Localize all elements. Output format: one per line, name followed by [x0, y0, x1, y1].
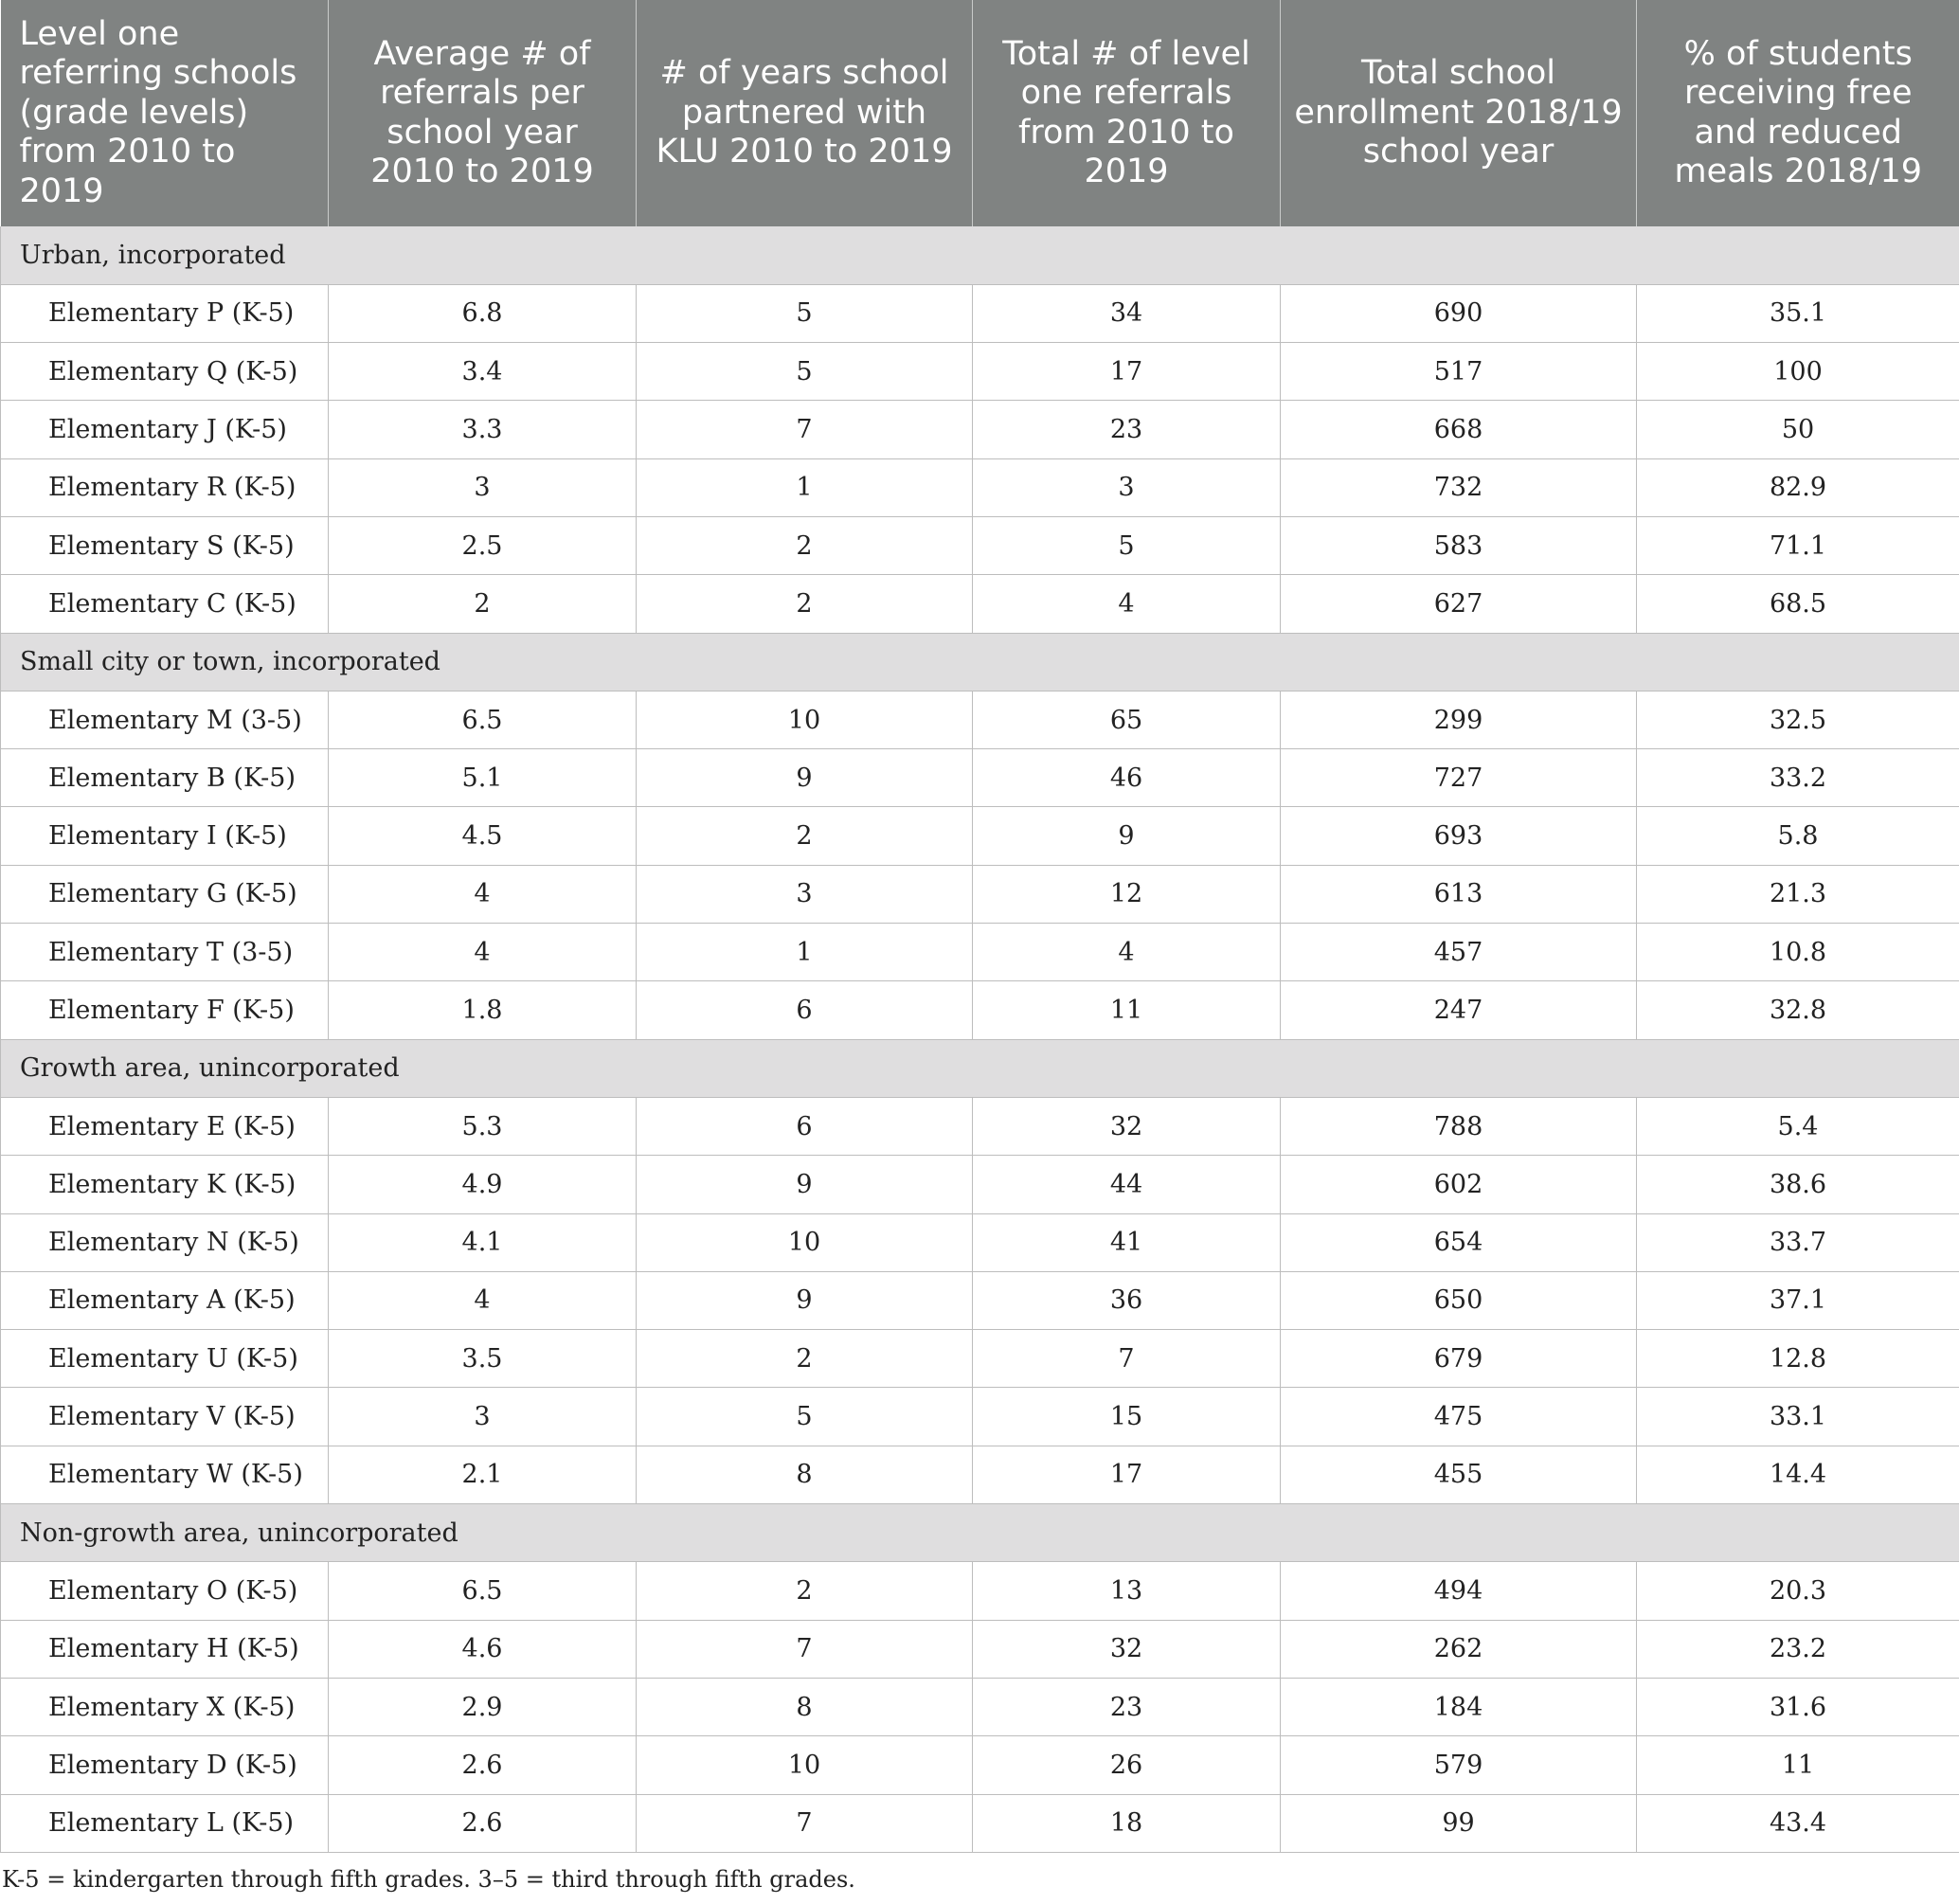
- enrollment-cell: 475: [1281, 1388, 1637, 1446]
- years-partnered-cell: 8: [637, 1678, 973, 1735]
- free-reduced-meals-cell: 38.6: [1637, 1156, 1959, 1213]
- table-row: [1, 1388, 1959, 1446]
- group-header-row: [1, 226, 1959, 284]
- avg-referrals-cell: 4.5: [329, 807, 637, 865]
- school-name-cell: Elementary J (K-5): [1, 401, 329, 458]
- enrollment-cell: 583: [1281, 516, 1637, 574]
- years-partnered-cell: 10: [637, 1736, 973, 1794]
- total-referrals-cell: 3: [973, 458, 1281, 516]
- avg-referrals-cell: 2.1: [329, 1446, 637, 1503]
- enrollment-cell: 517: [1281, 343, 1637, 401]
- table-row: [1, 1562, 1959, 1620]
- total-referrals-cell: 15: [973, 1388, 1281, 1446]
- total-referrals-cell: 32: [973, 1097, 1281, 1155]
- total-referrals-cell: 17: [973, 1446, 1281, 1503]
- table-row: [1, 1620, 1959, 1678]
- years-partnered-cell: 6: [637, 981, 973, 1039]
- total-referrals-cell: 23: [973, 1678, 1281, 1735]
- total-referrals-cell: 26: [973, 1736, 1281, 1794]
- school-name-cell: Elementary L (K-5): [1, 1794, 329, 1852]
- group-label: Non-growth area, unincorporated: [1, 1504, 1959, 1562]
- enrollment-cell: 184: [1281, 1678, 1637, 1735]
- school-name-cell: Elementary X (K-5): [1, 1678, 329, 1735]
- avg-referrals-cell: 6.5: [329, 691, 637, 748]
- total-referrals-cell: 17: [973, 343, 1281, 401]
- group-header-row: [1, 1039, 1959, 1097]
- years-partnered-cell: 7: [637, 401, 973, 458]
- table-header: [1, 0, 1959, 226]
- school-name-cell: Elementary H (K-5): [1, 1620, 329, 1678]
- avg-referrals-cell: 4.6: [329, 1620, 637, 1678]
- total-referrals-cell: 23: [973, 401, 1281, 458]
- school-name-cell: Elementary P (K-5): [1, 284, 329, 342]
- column-header-school: Level one referring schools (grade levels) from 2010 to 2019: [1, 0, 329, 226]
- avg-referrals-cell: 2: [329, 575, 637, 633]
- school-name-cell: Elementary S (K-5): [1, 516, 329, 574]
- school-name-cell: Elementary R (K-5): [1, 458, 329, 516]
- free-reduced-meals-cell: 33.1: [1637, 1388, 1959, 1446]
- enrollment-cell: 727: [1281, 749, 1637, 807]
- enrollment-cell: 99: [1281, 1794, 1637, 1852]
- enrollment-cell: 455: [1281, 1446, 1637, 1503]
- school-name-cell: Elementary Q (K-5): [1, 343, 329, 401]
- avg-referrals-cell: 6.8: [329, 284, 637, 342]
- years-partnered-cell: 1: [637, 458, 973, 516]
- free-reduced-meals-cell: 5.4: [1637, 1097, 1959, 1155]
- avg-referrals-cell: 4.9: [329, 1156, 637, 1213]
- free-reduced-meals-cell: 37.1: [1637, 1271, 1959, 1329]
- total-referrals-cell: 12: [973, 865, 1281, 923]
- school-name-cell: Elementary C (K-5): [1, 575, 329, 633]
- total-referrals-cell: 9: [973, 807, 1281, 865]
- free-reduced-meals-cell: 100: [1637, 343, 1959, 401]
- school-name-cell: Elementary V (K-5): [1, 1388, 329, 1446]
- school-name-cell: Elementary F (K-5): [1, 981, 329, 1039]
- school-name-cell: Elementary T (3-5): [1, 924, 329, 981]
- total-referrals-cell: 11: [973, 981, 1281, 1039]
- table-row: [1, 1736, 1959, 1794]
- avg-referrals-cell: 4.1: [329, 1213, 637, 1271]
- total-referrals-cell: 13: [973, 1562, 1281, 1620]
- school-name-cell: Elementary B (K-5): [1, 749, 329, 807]
- avg-referrals-cell: 4: [329, 865, 637, 923]
- column-header-enrollment: Total school enrollment 2018/19 school year: [1281, 0, 1637, 226]
- enrollment-cell: 693: [1281, 807, 1637, 865]
- table-row: [1, 1213, 1959, 1271]
- free-reduced-meals-cell: 10.8: [1637, 924, 1959, 981]
- free-reduced-meals-cell: 21.3: [1637, 865, 1959, 923]
- total-referrals-cell: 18: [973, 1794, 1281, 1852]
- years-partnered-cell: 6: [637, 1097, 973, 1155]
- total-referrals-cell: 41: [973, 1213, 1281, 1271]
- enrollment-cell: 668: [1281, 401, 1637, 458]
- free-reduced-meals-cell: 23.2: [1637, 1620, 1959, 1678]
- free-reduced-meals-cell: 12.8: [1637, 1330, 1959, 1388]
- table-row: [1, 516, 1959, 574]
- group-header-row: [1, 1504, 1959, 1562]
- free-reduced-meals-cell: 32.8: [1637, 981, 1959, 1039]
- free-reduced-meals-cell: 35.1: [1637, 284, 1959, 342]
- school-name-cell: Elementary G (K-5): [1, 865, 329, 923]
- free-reduced-meals-cell: 31.6: [1637, 1678, 1959, 1735]
- years-partnered-cell: 2: [637, 1562, 973, 1620]
- years-partnered-cell: 5: [637, 1388, 973, 1446]
- enrollment-cell: 494: [1281, 1562, 1637, 1620]
- enrollment-cell: 262: [1281, 1620, 1637, 1678]
- years-partnered-cell: 9: [637, 749, 973, 807]
- avg-referrals-cell: 1.8: [329, 981, 637, 1039]
- enrollment-cell: 602: [1281, 1156, 1637, 1213]
- table-row: [1, 1678, 1959, 1735]
- table-row: [1, 458, 1959, 516]
- school-name-cell: Elementary E (K-5): [1, 1097, 329, 1155]
- table-row: [1, 807, 1959, 865]
- total-referrals-cell: 4: [973, 575, 1281, 633]
- total-referrals-cell: 46: [973, 749, 1281, 807]
- column-header-free-reduced-meals: % of students receiving free and reduced meals 2018/19: [1637, 0, 1959, 226]
- school-name-cell: Elementary I (K-5): [1, 807, 329, 865]
- total-referrals-cell: 32: [973, 1620, 1281, 1678]
- group-label: Small city or town, incorporated: [1, 633, 1959, 691]
- years-partnered-cell: 5: [637, 284, 973, 342]
- table-row: [1, 284, 1959, 342]
- enrollment-cell: 457: [1281, 924, 1637, 981]
- years-partnered-cell: 10: [637, 1213, 973, 1271]
- enrollment-cell: 247: [1281, 981, 1637, 1039]
- free-reduced-meals-cell: 20.3: [1637, 1562, 1959, 1620]
- enrollment-cell: 299: [1281, 691, 1637, 748]
- group-header-row: [1, 633, 1959, 691]
- group-label: Growth area, unincorporated: [1, 1039, 1959, 1097]
- total-referrals-cell: 65: [973, 691, 1281, 748]
- free-reduced-meals-cell: 5.8: [1637, 807, 1959, 865]
- group-label: Urban, incorporated: [1, 226, 1959, 284]
- table-row: [1, 1156, 1959, 1213]
- years-partnered-cell: 8: [637, 1446, 973, 1503]
- free-reduced-meals-cell: 43.4: [1637, 1794, 1959, 1852]
- free-reduced-meals-cell: 33.2: [1637, 749, 1959, 807]
- school-name-cell: Elementary M (3-5): [1, 691, 329, 748]
- enrollment-cell: 690: [1281, 284, 1637, 342]
- table-row: [1, 981, 1959, 1039]
- table-row: [1, 749, 1959, 807]
- table-row: [1, 575, 1959, 633]
- total-referrals-cell: 34: [973, 284, 1281, 342]
- school-name-cell: Elementary O (K-5): [1, 1562, 329, 1620]
- table-row: [1, 865, 1959, 923]
- years-partnered-cell: 5: [637, 343, 973, 401]
- column-header-avg-referrals: Average # of referrals per school year 2010 to 2019: [329, 0, 637, 226]
- total-referrals-cell: 44: [973, 1156, 1281, 1213]
- avg-referrals-cell: 2.6: [329, 1794, 637, 1852]
- years-partnered-cell: 2: [637, 807, 973, 865]
- school-name-cell: Elementary A (K-5): [1, 1271, 329, 1329]
- total-referrals-cell: 36: [973, 1271, 1281, 1329]
- avg-referrals-cell: 3.4: [329, 343, 637, 401]
- table-row: [1, 1330, 1959, 1388]
- avg-referrals-cell: 4: [329, 924, 637, 981]
- school-name-cell: Elementary D (K-5): [1, 1736, 329, 1794]
- free-reduced-meals-cell: 50: [1637, 401, 1959, 458]
- table-row: [1, 1446, 1959, 1503]
- school-name-cell: Elementary K (K-5): [1, 1156, 329, 1213]
- table-footnote: K-5 = kindergarten through fifth grades. 3–5 = third through fifth grades.: [2, 1865, 855, 1893]
- enrollment-cell: 579: [1281, 1736, 1637, 1794]
- free-reduced-meals-cell: 32.5: [1637, 691, 1959, 748]
- years-partnered-cell: 9: [637, 1156, 973, 1213]
- enrollment-cell: 613: [1281, 865, 1637, 923]
- school-name-cell: Elementary W (K-5): [1, 1446, 329, 1503]
- free-reduced-meals-cell: 14.4: [1637, 1446, 1959, 1503]
- avg-referrals-cell: 5.3: [329, 1097, 637, 1155]
- total-referrals-cell: 7: [973, 1330, 1281, 1388]
- years-partnered-cell: 1: [637, 924, 973, 981]
- years-partnered-cell: 2: [637, 575, 973, 633]
- avg-referrals-cell: 2.6: [329, 1736, 637, 1794]
- avg-referrals-cell: 6.5: [329, 1562, 637, 1620]
- free-reduced-meals-cell: 71.1: [1637, 516, 1959, 574]
- enrollment-cell: 788: [1281, 1097, 1637, 1155]
- avg-referrals-cell: 3: [329, 1388, 637, 1446]
- free-reduced-meals-cell: 82.9: [1637, 458, 1959, 516]
- enrollment-cell: 654: [1281, 1213, 1637, 1271]
- school-name-cell: Elementary U (K-5): [1, 1330, 329, 1388]
- total-referrals-cell: 4: [973, 924, 1281, 981]
- avg-referrals-cell: 3.5: [329, 1330, 637, 1388]
- avg-referrals-cell: 2.5: [329, 516, 637, 574]
- total-referrals-cell: 5: [973, 516, 1281, 574]
- avg-referrals-cell: 2.9: [329, 1678, 637, 1735]
- years-partnered-cell: 7: [637, 1794, 973, 1852]
- avg-referrals-cell: 3: [329, 458, 637, 516]
- years-partnered-cell: 2: [637, 1330, 973, 1388]
- avg-referrals-cell: 5.1: [329, 749, 637, 807]
- table-row: [1, 1271, 1959, 1329]
- column-header-total-referrals: Total # of level one referrals from 2010 to 2019: [973, 0, 1281, 226]
- free-reduced-meals-cell: 33.7: [1637, 1213, 1959, 1271]
- years-partnered-cell: 3: [637, 865, 973, 923]
- years-partnered-cell: 7: [637, 1620, 973, 1678]
- school-name-cell: Elementary N (K-5): [1, 1213, 329, 1271]
- table-row: [1, 1794, 1959, 1852]
- table-row: [1, 691, 1959, 748]
- column-header-years-partnered: # of years school partnered with KLU 2010 to 2019: [637, 0, 973, 226]
- years-partnered-cell: 9: [637, 1271, 973, 1329]
- table-row: [1, 924, 1959, 981]
- free-reduced-meals-cell: 68.5: [1637, 575, 1959, 633]
- table-row: [1, 343, 1959, 401]
- table-row: [1, 401, 1959, 458]
- years-partnered-cell: 10: [637, 691, 973, 748]
- free-reduced-meals-cell: 11: [1637, 1736, 1959, 1794]
- avg-referrals-cell: 3.3: [329, 401, 637, 458]
- header-row: [1, 0, 1959, 226]
- enrollment-cell: 732: [1281, 458, 1637, 516]
- table-row: [1, 1097, 1959, 1155]
- enrollment-cell: 650: [1281, 1271, 1637, 1329]
- enrollment-cell: 679: [1281, 1330, 1637, 1388]
- years-partnered-cell: 2: [637, 516, 973, 574]
- enrollment-cell: 627: [1281, 575, 1637, 633]
- table-body: [1, 226, 1959, 1852]
- avg-referrals-cell: 4: [329, 1271, 637, 1329]
